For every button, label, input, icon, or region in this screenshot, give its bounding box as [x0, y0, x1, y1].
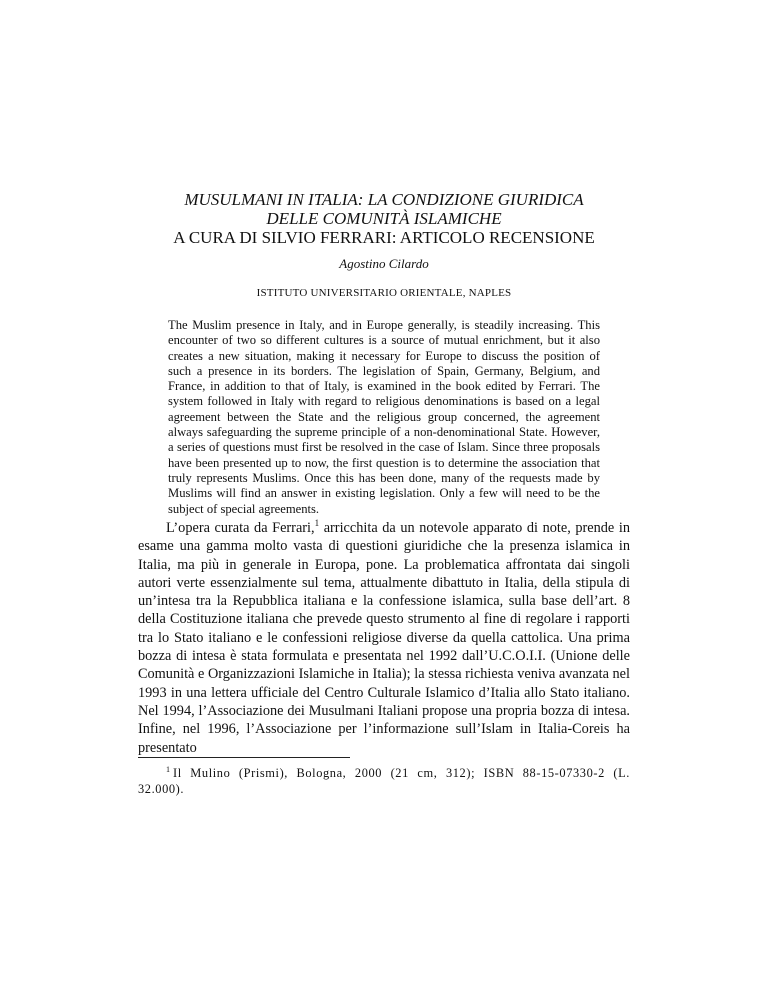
- body-lead: L’opera curata da Ferrari,: [166, 520, 315, 536]
- footnote-text: Il Mulino (Prismi), Bologna, 2000 (21 cm, 312); ISBN 88-15-07330-2 (L. 32.000).: [138, 766, 630, 796]
- footnote-reference: 1: [314, 518, 320, 529]
- body-rest: arricchita da un notevole apparato di note, prende in esame una gamma molto vasta di questioni giuridiche che la presenza islamica in Italia, ma più in generale in Europa, pone. La problematica affrontata dai singoli autori verte essenzialmente sul tema, attualmente dibattuto in Italia, della stipula di un’intesa tra la Repubblica italiana e la confessione islamica, sulla base dell’art. 8 della Costituzione italiana che prevede questo strumento al fine di regolare i rapporti tra lo Stato italiano e le confessioni religiose diverse da quella cattolica. Una prima bozza di intesa è stata formulata e presentata nel 1992 dall’U.C.O.I.I. (Unione delle Comunità e Organizzazioni Islamiche in Italia); la stessa richiesta veniva avanzata nel 1993 in una lettera ufficiale del Centro Culturale Islamico d’Italia allo Stato italiano. Nel 1994, l’Associazione dei Musulmani Italiani propose una propria bozza di intesa. Infine, nel 1996, l’Associazione per l’informazione sull’Islam in Italia-Coreis ha presentato: [138, 520, 630, 756]
- abstract: The Muslim presence in Italy, and in Europe generally, is steadily increasing. This encounter of two so different cultures is a source of mutual enrichment, but it also creates a new situation, making it necessary for Europe to discuss the position of such a presence in its borders. The legislation of Spain, Germany, Belgium, and France, in addition to that of Italy, is examined in the book edited by Ferrari. The system followed in Italy with regard to religious denominations is based on a legal agreement between the State and the religious group concerned, the agreement always safeguarding the supreme principle of a non-denominational State. However, a series of questions must first be resolved in the case of Islam. Since three proposals have been presented up to now, the first question is to determine the association that truly represents Muslims. Once this has been done, many of the requests made by Muslims will find an answer in existing legislation. Only a few will need to be the subject of special agreements.: [168, 318, 600, 516]
- article-title: [120, 190, 648, 247]
- title-line-1: MUSULMANI IN ITALIA: LA CONDIZIONE GIURIDICA: [184, 190, 584, 209]
- footnote-separator: [138, 757, 350, 758]
- author-name: Agostino Cilardo: [339, 256, 429, 271]
- footnote-mark: 1: [166, 764, 170, 774]
- body-paragraph: [138, 519, 630, 757]
- author-affiliation: ISTITUTO UNIVERSITARIO ORIENTALE, NAPLES: [256, 287, 512, 299]
- title-line-2: DELLE COMUNITÀ ISLAMICHE: [266, 209, 502, 228]
- footnote: [138, 765, 630, 797]
- title-line-3: A CURA DI SILVIO FERRARI: ARTICOLO RECENSIONE: [173, 228, 595, 247]
